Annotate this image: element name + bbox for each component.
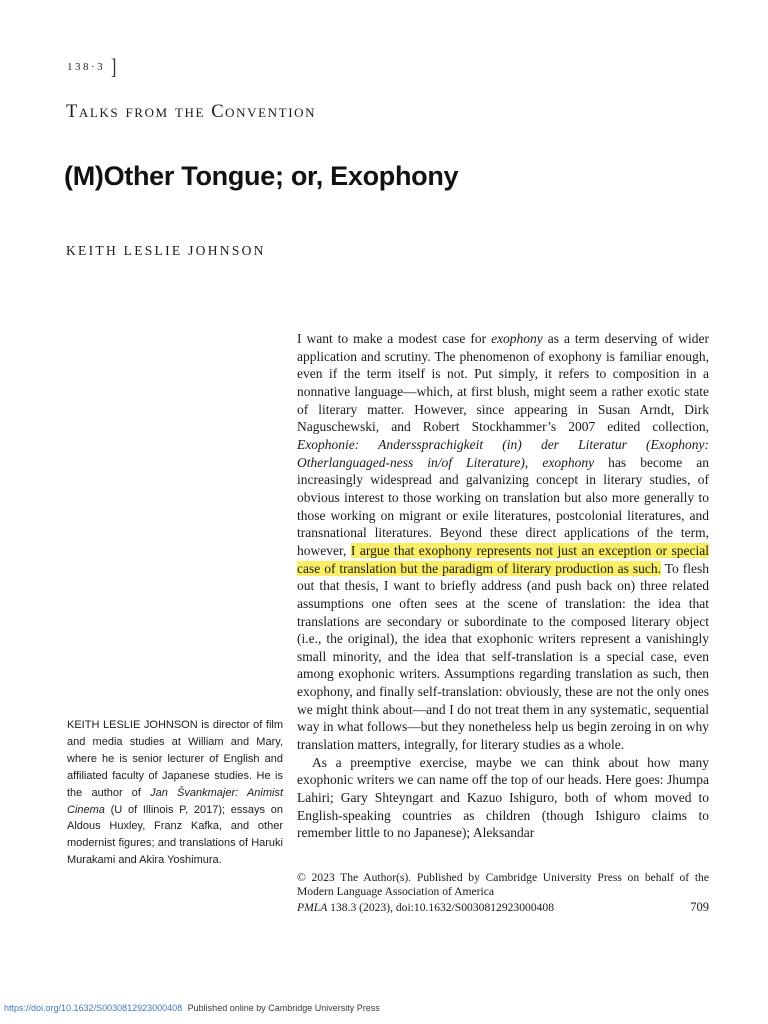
author-bio-note: KEITH LESLIE JOHNSON is director of film and media studies at William and Mary, where he is senior lecturer of English and affiliated faculty of Japanese studies. He is the author of Jan Švankmajer: Animist Cinema (U of Illinois P, 2017); essays on Aldous Huxley, Franz Kafka, and other modernist figures; and translations of Haruki Murakami and Akira Yoshimura. (67, 719, 284, 867)
citation-row (297, 900, 709, 915)
volume-issue: 138·3 (67, 61, 106, 73)
copyright-line: © 2023 The Author(s). Published by Cambridge University Press on behalf of the Modern Language Association of America (297, 871, 709, 899)
volume-issue-block (67, 56, 118, 78)
page-number: 709 (690, 899, 709, 914)
article-footer (297, 871, 709, 915)
published-online-note: Published online by Cambridge University Press (187, 1003, 380, 1013)
highlighted-thesis: I argue that exophony represents not just an exception or special case of translation but the paradigm of literary production as such. (297, 542, 709, 576)
volume-bracket: ] (111, 54, 117, 79)
author-name: KEITH LESLIE JOHNSON (66, 243, 266, 258)
body-paragraph-1: I want to make a modest case for exophony as a term deserving of wider application and scrutiny. The phenomenon of exophony is familiar enough, even if the term itself is not. Put simply, it refers to composition in a nonnative language—which, at first blush, might seem a rather exotic state of literary matter. However, since appearing in Susan Arndt, Dirk Naguschewski, and Robert Stockhammer’s 2007 edited collection, Exophonie: Anderssprachigkeit (in) der Literatur (Exophony: Otherlanguaged-ness in/of Literature), exophony has become an increasingly widespread and galvanizing concept in literary studies, of obvious interest to those working on translation but also more generally to those working on migrant or exile literatures, postcolonial literatures, and transnational literatures. Beyond these direct applications of the term, however, I argue that exophony represents not just an exception or special case of translation but the paradigm of literary production as such. To flesh out that thesis, I want to briefly address (and push back on) three related assumptions one often sees at the scene of translation: the idea that translations are secondary or subordinate to the composed literary object (i.e., the original), the idea that exophonic writers represent a vanishingly small minority, and the idea that self-translation is a special case, even among exophonic writers. Assumptions regarding translation as such, then exophony, and finally self-translation: obviously, these are not the only ones we might think about—and I do not treat them in any systematic, sequential way in what follows—but they nonetheless help us begin zeroing in on why translation matters, integrally, for literary studies as a whole. (297, 331, 710, 753)
article-body (297, 330, 709, 842)
journal-citation: PMLA 138.3 (2023), doi:10.1632/S0030812923000408 (297, 900, 555, 914)
body-paragraph-2: As a preemptive exercise, maybe we can think about how many exophonic writers we can name off the top of our heads. Here goes: Jhumpa Lahiri; Gary Shteyngart and Kazuo Ishiguro, both of whom moved to English-speaking countries as children (though Ishiguro claims to remember little to no Japanese); Aleksandar (297, 754, 709, 841)
article-title: (M)Other Tongue; or, Exophony (64, 161, 459, 191)
doi-link[interactable]: https://doi.org/10.1632/S0030812923000408 (4, 1003, 183, 1013)
doi-bar (4, 1003, 380, 1013)
section-heading: Talks from the Convention (66, 102, 317, 122)
